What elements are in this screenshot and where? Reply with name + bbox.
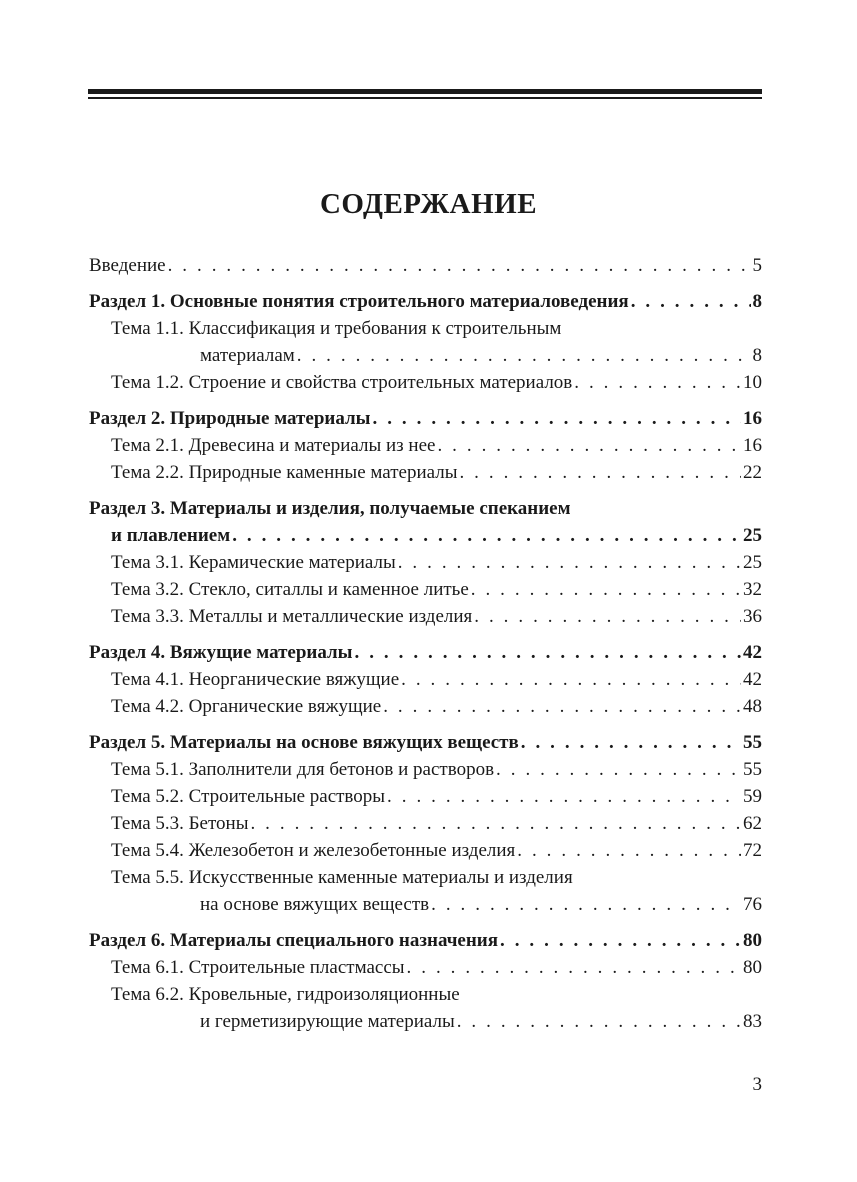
toc-page: 83 [743,1011,762,1032]
toc-page: 55 [743,732,762,753]
toc-section-2[interactable] [89,406,762,433]
toc-section-1[interactable] [89,289,762,316]
toc-topic-3-1[interactable] [89,550,762,577]
leader-dots [496,757,741,782]
toc-topic-3-2[interactable] [89,577,762,604]
leader-dots [457,1009,741,1034]
toc-topic-6-2-cont[interactable] [89,1009,762,1036]
header-rule-thick [88,89,762,94]
toc-page: 42 [743,642,762,663]
toc-page: 80 [743,957,762,978]
toc-label: материалам [200,345,295,366]
toc-page: 76 [743,894,762,915]
toc-page: 8 [752,345,762,366]
toc-section-5[interactable] [89,730,762,757]
toc-section-4[interactable] [89,640,762,667]
toc-label: Тема 3.1. Керамические материалы [111,552,396,573]
leader-dots [168,253,751,278]
toc-topic-4-1[interactable] [89,667,762,694]
toc-topic-1-1-cont[interactable] [89,343,762,370]
toc-label: Тема 1.1. Классификация и требования к строительным [111,318,562,339]
toc-section-3[interactable] [89,496,762,523]
toc-label: и плавлением [111,525,231,546]
toc-label: Тема 5.2. Строительные растворы [111,786,386,807]
toc-page: 25 [743,525,762,546]
leader-dots [631,289,751,314]
toc-page: 32 [743,579,762,600]
page-number: 3 [752,1074,762,1095]
toc-label: Раздел 5. Материалы на основе вяжущих веществ [89,732,519,753]
leader-dots [407,955,741,980]
toc-topic-5-3[interactable] [89,811,762,838]
leader-dots [383,694,741,719]
toc-topic-1-1[interactable] [89,316,762,343]
toc-label: Тема 5.1. Заполнители для бетонов и растворов [111,759,495,780]
toc-page: 25 [743,552,762,573]
leader-dots [459,460,741,485]
toc-page: 80 [743,930,762,951]
leader-dots [232,523,741,548]
toc-label: Введение [89,255,166,276]
toc-page: 5 [752,255,762,276]
toc-page: 22 [743,462,762,483]
toc-section-6[interactable] [89,928,762,955]
toc-page: 16 [743,408,762,429]
leader-dots [297,343,751,368]
toc-topic-1-2[interactable] [89,370,762,397]
toc-topic-5-4[interactable] [89,838,762,865]
toc-topic-5-2[interactable] [89,784,762,811]
toc-topic-4-2[interactable] [89,694,762,721]
toc-page: 42 [743,669,762,690]
toc-label: Тема 6.2. Кровельные, гидроизоляционные [111,984,460,1005]
toc-label: Раздел 4. Вяжущие материалы [89,642,353,663]
toc-label: Тема 3.2. Стекло, ситаллы и каменное литье [111,579,469,600]
toc-topic-3-3[interactable] [89,604,762,631]
toc-page: 8 [752,291,762,312]
leader-dots [431,892,741,917]
toc-label: Раздел 3. Материалы и изделия, получаемые спеканием [89,498,571,519]
toc-label: Раздел 2. Природные материалы [89,408,371,429]
toc-section-3-cont[interactable] [89,523,762,550]
toc-page: 16 [743,435,762,456]
toc-label: Раздел 1. Основные понятия строительного материаловедения [89,291,629,312]
leader-dots [574,370,741,395]
leader-dots [401,667,741,692]
toc-label: Тема 3.3. Металлы и металлические изделия [111,606,473,627]
leader-dots [474,604,741,629]
leader-dots [500,928,741,953]
toc-page: 10 [743,372,762,393]
leader-dots [387,784,741,809]
toc-topic-2-1[interactable] [89,433,762,460]
toc-page: 62 [743,813,762,834]
toc-page: 72 [743,840,762,861]
toc-label: Тема 4.2. Органические вяжущие [111,696,382,717]
toc-topic-6-2[interactable] [89,982,762,1009]
leader-dots [373,406,741,431]
toc-topic-5-5-cont[interactable] [89,892,762,919]
toc-label: Тема 5.3. Бетоны [111,813,249,834]
page-title: СОДЕРЖАНИЕ [319,188,538,220]
toc-topic-2-2[interactable] [89,460,762,487]
toc-label: на основе вяжущих веществ [200,894,430,915]
toc-label: Тема 6.1. Строительные пластмассы [111,957,405,978]
toc-page: 36 [743,606,762,627]
header-rule-thin [88,97,762,99]
toc-topic-5-1[interactable] [89,757,762,784]
toc-label: Тема 2.2. Природные каменные материалы [111,462,458,483]
toc-topic-5-5[interactable] [89,865,762,892]
toc-label: и герметизирующие материалы [200,1011,455,1032]
toc-label: Тема 4.1. Неорганические вяжущие [111,669,400,690]
toc-page: 48 [743,696,762,717]
toc-entry-intro[interactable] [89,253,762,280]
table-of-contents [89,253,762,1036]
leader-dots [355,640,741,665]
toc-label: Тема 5.5. Искусственные каменные материалы и изделия [111,867,573,888]
leader-dots [437,433,741,458]
leader-dots [471,577,741,602]
leader-dots [250,811,741,836]
leader-dots [398,550,741,575]
leader-dots [521,730,741,755]
toc-label: Раздел 6. Материалы специального назначения [89,930,499,951]
toc-label: Тема 2.1. Древесина и материалы из нее [111,435,436,456]
toc-label: Тема 1.2. Строение и свойства строительных материалов [111,372,573,393]
toc-page: 55 [743,759,762,780]
toc-page: 59 [743,786,762,807]
toc-topic-6-1[interactable] [89,955,762,982]
toc-label: Тема 5.4. Железобетон и железобетонные изделия [111,840,516,861]
leader-dots [517,838,741,863]
